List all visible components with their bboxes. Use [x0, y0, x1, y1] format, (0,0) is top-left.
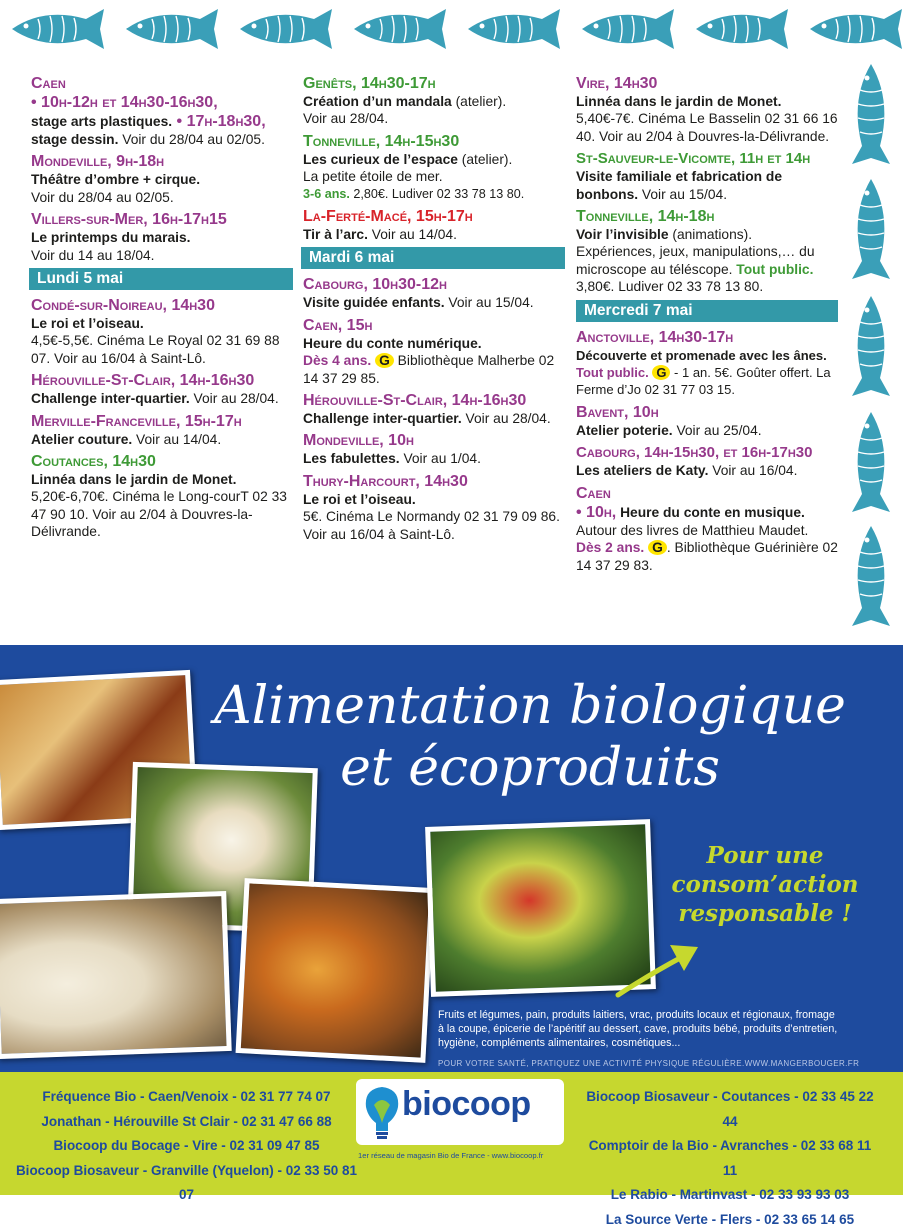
event-note: (animations).: [669, 227, 753, 242]
event-place: Hérouville-St-Clair, 14h-16h30: [303, 391, 565, 410]
agenda-column-3: [576, 74, 838, 578]
shop-list-right: [580, 1085, 880, 1232]
event-place: Villers-sur-Mer, 16h-17h15: [31, 210, 293, 229]
event-title: Challenge inter-quartier.: [31, 391, 190, 406]
top-fish-border: [0, 0, 903, 58]
event-age: Dès 4 ans.: [303, 353, 371, 368]
fish-icon: [696, 9, 788, 49]
event-tonneville: [576, 207, 838, 296]
agenda-column-2: [303, 74, 565, 547]
event-place: Tonneville, 14h-15h30: [303, 132, 565, 151]
event-tonneville: [303, 132, 565, 203]
photo-cheese: [0, 891, 232, 1059]
agenda-column-1: [31, 74, 293, 545]
logo-tagline: 1er réseau de magasin Bio de France - www.biocoop.fr: [358, 1151, 578, 1160]
event-times: • 17h-18h30,: [172, 113, 266, 130]
event-title: Le roi et l’oiseau.: [303, 491, 565, 508]
event-note: Voir au 28/04.: [303, 110, 565, 127]
gratuit-g-badge: G: [652, 365, 670, 380]
event-place: Hérouville-St-Clair, 14h-16h30: [31, 371, 293, 390]
event-title: stage arts plastiques.: [31, 114, 172, 129]
event-note: Voir au 25/04.: [673, 423, 762, 438]
event-conde: [31, 296, 293, 367]
day-header: Mercredi 7 mai: [576, 300, 838, 322]
event-villers: [31, 210, 293, 264]
event-times: • 10h,: [576, 504, 616, 521]
biocoop-advertisement: [0, 645, 903, 1072]
shop-footer: [0, 1072, 903, 1195]
right-fish-border: [840, 60, 903, 635]
event-title: Linnéa dans le jardin de Monet.: [576, 93, 838, 110]
event-mondeville: [31, 152, 293, 206]
event-place: Caen: [576, 484, 838, 503]
fish-icon: [240, 9, 332, 49]
event-note: 2,80€. Ludiver 02 33 78 13 80.: [350, 187, 524, 201]
event-place: Mondeville, 10h: [303, 431, 565, 450]
fish-icon: [12, 9, 104, 49]
shop-entry: Fréquence Bio - Caen/Venoix - 02 31 77 74 07: [14, 1085, 359, 1110]
event-caen: [303, 316, 565, 387]
event-times: • 10h-12h et 14h30-16h30,: [31, 94, 218, 111]
event-title: Le printemps du marais.: [31, 229, 293, 246]
ad-title-line1: Alimentation biologique: [210, 675, 850, 737]
event-place: Caen: [31, 74, 293, 93]
shop-entry: La Source Verte - Flers - 02 33 65 14 65: [580, 1208, 880, 1232]
event-title: Création d’un mandala: [303, 94, 452, 109]
event-note: Voir du 28/04 au 02/05.: [31, 189, 293, 206]
event-place: Anctoville, 14h30-17h: [576, 328, 838, 347]
ad-title-line2: et écoproduits: [210, 737, 850, 799]
event-place: Vire, 14h30: [576, 74, 838, 93]
event-public: Tout public.: [732, 262, 813, 277]
event-note: Bibliothèque Malherbe 02 14 37 29 85.: [303, 353, 554, 385]
event-place: Caen, 15h: [303, 316, 565, 335]
event-title: Challenge inter-quartier.: [303, 411, 462, 426]
event-cabourg: [576, 443, 838, 479]
event-caen: [576, 484, 838, 574]
event-merville: [31, 412, 293, 448]
event-note: 3,80€. Ludiver 02 33 78 13 80.: [576, 279, 763, 294]
event-genets: [303, 74, 565, 128]
event-place: Condé-sur-Noireau, 14h30: [31, 296, 293, 315]
event-place: Thury-Harcourt, 14h30: [303, 472, 565, 491]
event-place: Cabourg, 14h-15h30, et 16h-17h30: [576, 443, 838, 462]
event-cabourg: [303, 275, 565, 311]
day-header: Mardi 6 mai: [301, 247, 565, 269]
event-title: Tir à l’arc.: [303, 227, 368, 242]
event-place: Coutances, 14h30: [31, 452, 293, 471]
event-title: Voir l’invisible: [576, 227, 669, 242]
event-note: Voir au 16/04.: [708, 463, 797, 478]
fish-icon: [852, 412, 890, 512]
shop-entry: Jonathan - Hérouville St Clair - 02 31 47 66 88: [14, 1110, 359, 1135]
gratuit-g-badge: G: [648, 540, 667, 555]
shop-entry: Le Rabio - Martinvast - 02 33 93 93 03: [580, 1183, 880, 1208]
event-place: Genêts, 14h30-17h: [303, 74, 565, 93]
event-note: (atelier).: [452, 94, 506, 109]
event-herouville: [303, 391, 565, 427]
fish-icon: [468, 9, 560, 49]
event-sauveur: [576, 149, 838, 203]
fish-icon: [810, 9, 902, 49]
event-note: Voir du 28/04 au 02/05.: [118, 132, 265, 147]
fish-icon: [852, 179, 890, 279]
ad-title: [210, 675, 850, 799]
ad-slogan: Pour une consom’action responsable !: [640, 841, 890, 928]
event-thury: [303, 472, 565, 543]
event-bavent: [576, 403, 838, 439]
event-note: Voir au 1/04.: [400, 451, 481, 466]
event-title: Atelier poterie.: [576, 423, 673, 438]
event-note: - 1 an. 5€. Goûter offert. La Ferme d’Jo 02 31 77 03 15.: [576, 365, 831, 397]
event-title: Théâtre d’ombre + cirque.: [31, 171, 293, 188]
biocoop-logo: [356, 1079, 564, 1145]
event-title: stage dessin.: [31, 132, 118, 147]
event-note: Voir au 28/04.: [190, 391, 279, 406]
arrow-icon: [612, 933, 712, 1003]
event-note: 4,5€-5,5€. Cinéma Le Royal 02 31 69 88 07. Voir au 16/04 à Saint-Lô.: [31, 332, 293, 367]
event-title: Visite familiale et fabrication de bonbons.: [576, 169, 782, 201]
event-title: Les curieux de l’espace: [303, 152, 458, 167]
event-note: La petite étoile de mer.: [303, 168, 565, 185]
event-public: Tout public.: [576, 365, 649, 380]
event-note: Expériences, jeux, manipulations,… du microscope au téléscope.: [576, 244, 815, 276]
event-note: Voir au 28/04.: [462, 411, 551, 426]
shop-entry: Biocoop Biosaveur - Coutances - 02 33 45 22 44: [580, 1085, 880, 1134]
event-age: Dès 2 ans.: [576, 540, 644, 555]
photo-jams-bread: [236, 878, 435, 1063]
shop-entry: Biocoop du Bocage - Vire - 02 31 09 47 85: [14, 1134, 359, 1159]
fish-icon: [852, 296, 890, 396]
event-mondeville: [303, 431, 565, 467]
event-note: . Bibliothèque Guérinière 02 14 37 29 83.: [576, 540, 838, 572]
ad-description: Fruits et légumes, pain, produits laitiers, vrac, produits locaux et régionaux, fromage à la coupe, épicerie de l’apéritif au dessert, cave, produits bébé, produits d’entretien, hygiène, compléments alimentaires, cosmétiques...: [438, 1008, 843, 1050]
fish-icon: [126, 9, 218, 49]
event-title: Les fabulettes.: [303, 451, 400, 466]
event-title: Découverte et promenade avec les ânes.: [576, 348, 827, 363]
event-title: Les ateliers de Katy.: [576, 463, 708, 478]
event-title: Le roi et l’oiseau.: [31, 315, 293, 332]
logo-wordmark: biocoop: [402, 1085, 531, 1124]
event-place: Bavent, 10h: [576, 403, 838, 422]
event-note: Voir au 15/04.: [445, 295, 534, 310]
fish-icon: [852, 526, 890, 626]
event-note: (atelier).: [458, 152, 512, 167]
fish-icon: [582, 9, 674, 49]
event-place: St-Sauveur-le-Vicomte, 11h et 14h: [576, 149, 838, 168]
event-place: Tonneville, 14h-18h: [576, 207, 838, 226]
event-coutances: [31, 452, 293, 541]
event-caen: [31, 74, 293, 148]
event-vire: [576, 74, 838, 145]
event-note: 5,20€-6,70€. Cinéma le Long-courT 02 33 47 90 10. Voir au 2/04 à Douvres-la-Délivrande.: [31, 488, 293, 540]
shop-entry: Biocoop Biosaveur - Granville (Yquelon) - 02 33 50 81 07: [14, 1159, 359, 1208]
event-note: Autour des livres de Matthieu Maudet.: [576, 522, 838, 539]
event-title: Atelier couture.: [31, 432, 132, 447]
event-note: 5€. Cinéma Le Normandy 02 31 79 09 86. Voir au 16/04 à Saint-Lô.: [303, 508, 565, 543]
event-age: 3-6 ans.: [303, 187, 350, 201]
event-anctoville: [576, 328, 838, 399]
event-herouville: [31, 371, 293, 407]
event-note: Voir au 15/04.: [638, 187, 727, 202]
event-note: Voir du 14 au 18/04.: [31, 247, 293, 264]
shop-list-left: [14, 1085, 359, 1208]
event-title: Heure du conte numérique.: [303, 335, 565, 352]
event-place: Merville-Franceville, 15h-17h: [31, 412, 293, 431]
event-place: Mondeville, 9h-18h: [31, 152, 293, 171]
event-note: Voir au 14/04.: [368, 227, 457, 242]
event-title: Heure du conte en musique.: [616, 505, 805, 520]
event-place: Cabourg, 10h30-12h: [303, 275, 565, 294]
day-header: Lundi 5 mai: [29, 268, 293, 290]
fish-icon: [354, 9, 446, 49]
biocoop-bulb-icon: [362, 1085, 402, 1141]
event-title: Linnéa dans le jardin de Monet.: [31, 471, 293, 488]
event-ferte: [303, 207, 565, 243]
fish-icon: [852, 64, 890, 164]
gratuit-g-badge: G: [375, 353, 394, 368]
event-title: Visite guidée enfants.: [303, 295, 445, 310]
ad-health-tagline: POUR VOTRE SANTÉ, PRATIQUEZ UNE ACTIVITÉ PHYSIQUE RÉGULIÈRE.WWW.MANGERBOUGER.FR: [438, 1059, 878, 1068]
event-note: 5,40€-7€. Cinéma Le Basselin 02 31 66 16 40. Voir au 2/04 à Douvres-la-Délivrande.: [576, 110, 838, 145]
shop-entry: Comptoir de la Bio - Avranches - 02 33 68 11 11: [580, 1134, 880, 1183]
event-note: Voir au 14/04.: [132, 432, 221, 447]
event-place: La-Ferté-Macé, 15h-17h: [303, 207, 565, 226]
